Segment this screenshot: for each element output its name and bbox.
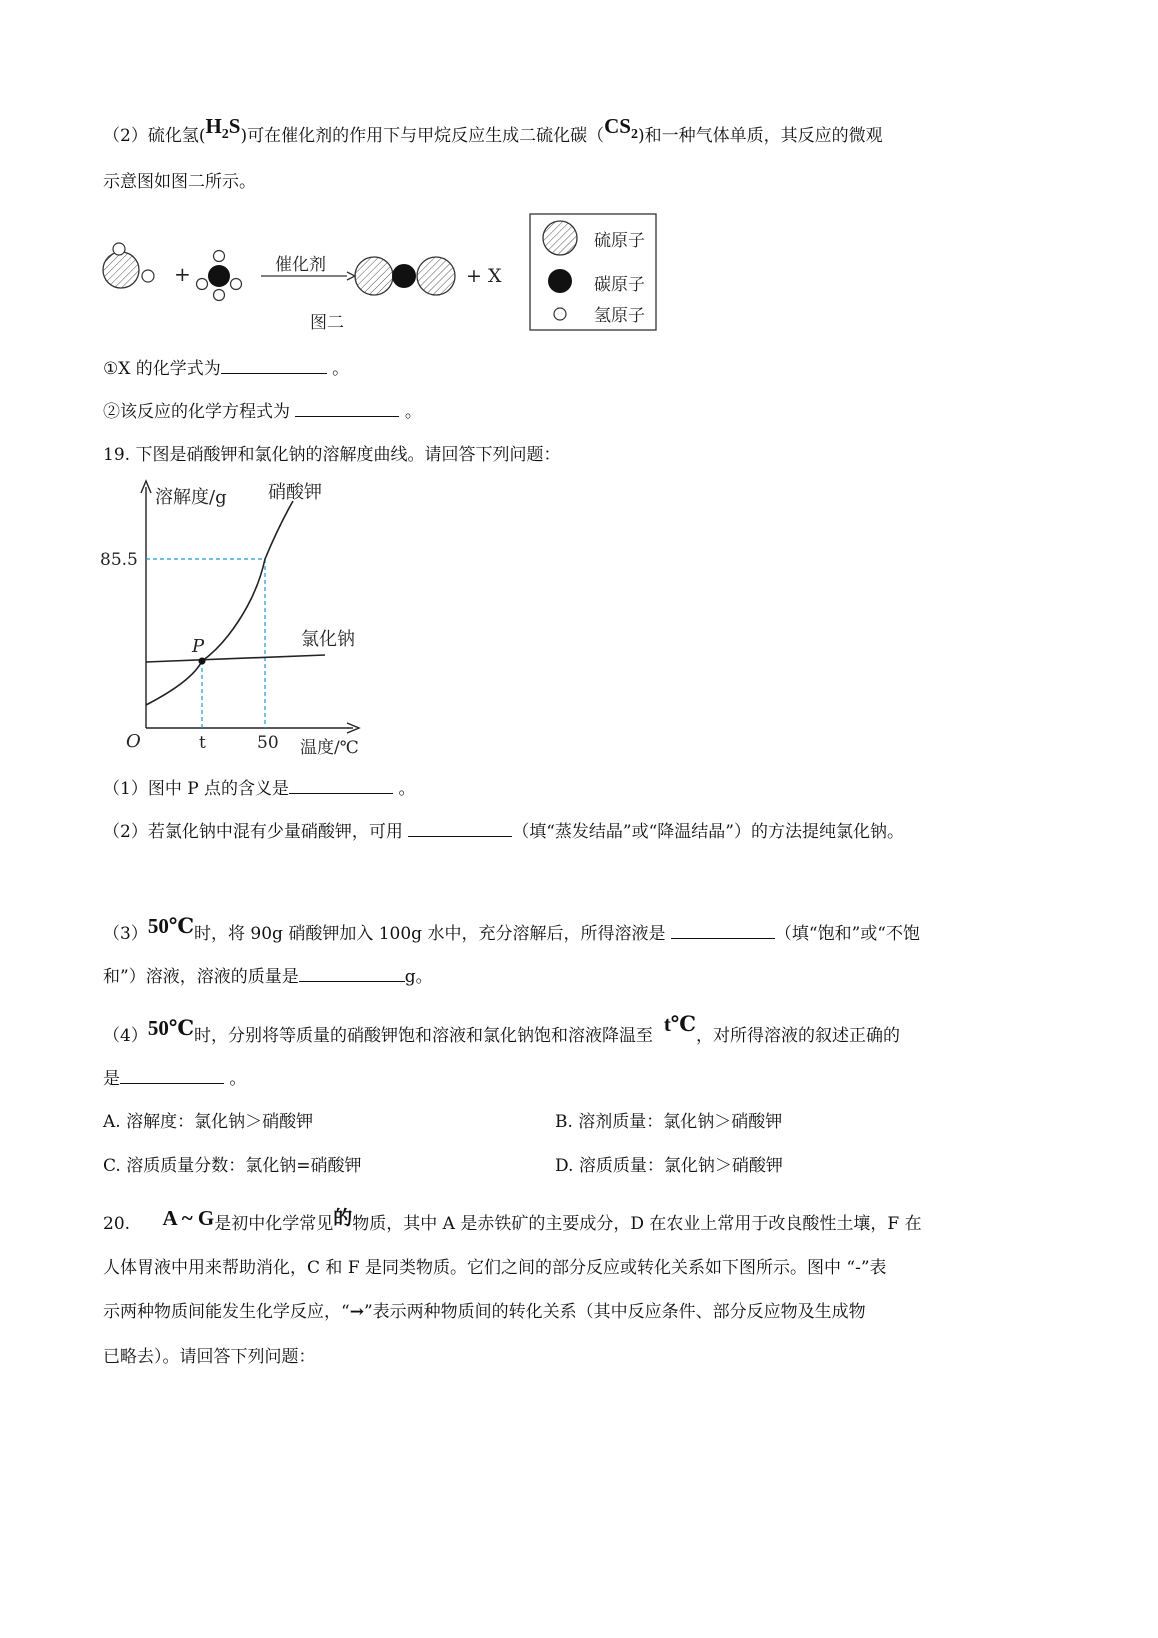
text: （2）若氯化钠中混有少量硝酸钾，可用 [103,822,403,842]
h2s-molecule [103,243,154,288]
text: ①X 的化学式为 [103,359,221,379]
legend-box [530,214,656,330]
formula-h2s: $H_2S$ [205,114,241,143]
x-tick-50: 50 [257,733,279,753]
y-tick-85-5: 85.5 [100,550,138,570]
solubility-chart [95,475,385,760]
legend-carbon: 碳原子 [594,275,645,295]
text: g。 [404,967,433,987]
q18-2-sub2 [103,400,422,424]
q19-p3-line1 [103,914,920,946]
q20-line3 [103,1300,866,1324]
text: （填“饱和”或“不饱 [774,924,920,944]
point-p-label: P [192,636,205,657]
kno3-label: 硝酸钾 [268,482,322,503]
origin-label: O [126,731,141,752]
text: )和一种气体单质，其反应的微观 [637,126,883,146]
answer-blank[interactable] [295,400,399,417]
text: ，对所得溶液的叙述正确的 [695,1026,900,1046]
text: 。 [404,402,422,422]
q19-p4-line2 [103,1067,246,1091]
text: （1）图中 P 点的含义是 [103,779,290,799]
cs2-molecule [355,257,455,295]
legend-sulfur: 硫原子 [594,231,645,251]
q18-2-sub1 [103,357,349,381]
text: 示两种物质间能发生化学反应，“ [103,1302,350,1322]
option-b[interactable]: B. 溶剂质量：氯化钠＞硝酸钾 [555,1112,783,1132]
ch4-molecule [197,251,242,301]
text: 是初中化学常见 [214,1214,334,1234]
text: （填“蒸发结晶”或“降温结晶”）的方法提纯氯化钠。 [512,822,904,842]
answer-blank[interactable] [408,820,512,837]
formula-cs2: $CS_2$ [604,114,638,143]
formula-a-g: A ~ G [162,1206,215,1230]
answer-blank[interactable] [120,1067,224,1084]
x-axis-label: 温度/℃ [300,738,359,758]
answer-blank[interactable] [289,777,393,794]
text: 。 [332,359,350,379]
q19-p1 [103,777,415,801]
kno3-curve [146,501,293,705]
text: 是 [103,1069,120,1089]
text: （4） [103,1026,148,1046]
nacl-curve [146,655,325,662]
point-p [199,658,206,665]
legend-hydrogen: 氢原子 [594,306,645,326]
y-axis-label: 溶解度/g [155,487,227,508]
option-a[interactable]: A. 溶解度：氯化钠＞硝酸钾 [103,1112,314,1132]
q19-stem: 19. 下图是硝酸钾和氯化钠的溶解度曲线。请回答下列问题： [103,445,561,465]
q18-2-line2: 示意图如图二所示。 [103,172,256,192]
q20-line1 [103,1206,922,1236]
reaction-diagram [95,208,665,338]
plus-sign: + [174,262,191,286]
text: 和”）溶液，溶液的质量是 [103,967,299,987]
text: ”表示两种物质间的转化关系（其中反应条件、部分反应物及生成物 [363,1302,866,1322]
option-c[interactable]: C. 溶质质量分数：氯化钠=硝酸钾 [103,1156,362,1176]
question-number: 20. [103,1214,131,1234]
text: 的 [333,1207,353,1229]
temp-50c: 50℃ [147,1016,194,1040]
q20-line2: 人体胃液中用来帮助消化，C 和 F 是同类物质。它们之间的部分反应或转化关系如下图所示。图中 “-”表 [103,1258,887,1278]
answer-blank[interactable] [671,922,775,939]
arrow-head-icon [347,272,355,280]
q18-2-line1 [103,114,883,155]
text: 时，将 90g 硝酸钾加入 100g 水中，充分溶解后，所得溶液是 [194,924,666,944]
q20-line4: 已略去）。请回答下列问题： [103,1347,316,1367]
nacl-label: 氯化钠 [301,629,355,650]
text: 。 [229,1069,247,1089]
text: 物质，其中 A 是赤铁矿的主要成分，D 在农业上常用于改良酸性土壤，F 在 [352,1214,922,1234]
answer-blank[interactable] [299,965,405,982]
text: （2）硫化氢( [103,126,206,146]
text: 。 [398,779,416,799]
x-tick-t: t [199,733,206,753]
answer-blank[interactable] [221,357,327,374]
option-d[interactable]: D. 溶质质量：氯化钠＞硝酸钾 [555,1156,783,1176]
text: 时，分别将等质量的硝酸钾饱和溶液和氯化钠饱和溶液降温至 [194,1026,653,1046]
q19-p4-line1 [103,1012,900,1048]
text: （3） [103,924,148,944]
q19-p2 [103,820,904,844]
q19-p3-line2 [103,965,433,989]
plus-x-label: + X [466,265,502,287]
catalyst-label: 催化剂 [275,255,326,275]
figure-caption: 图二 [310,313,344,333]
text: ②该反应的化学方程式为 [103,402,290,422]
arrow-icon: → [349,1302,364,1322]
temp-t: t℃ [663,1012,696,1036]
temp-50c: 50℃ [147,914,194,938]
text: )可在催化剂的作用下与甲烷反应生成二硫化碳（ [240,126,605,146]
